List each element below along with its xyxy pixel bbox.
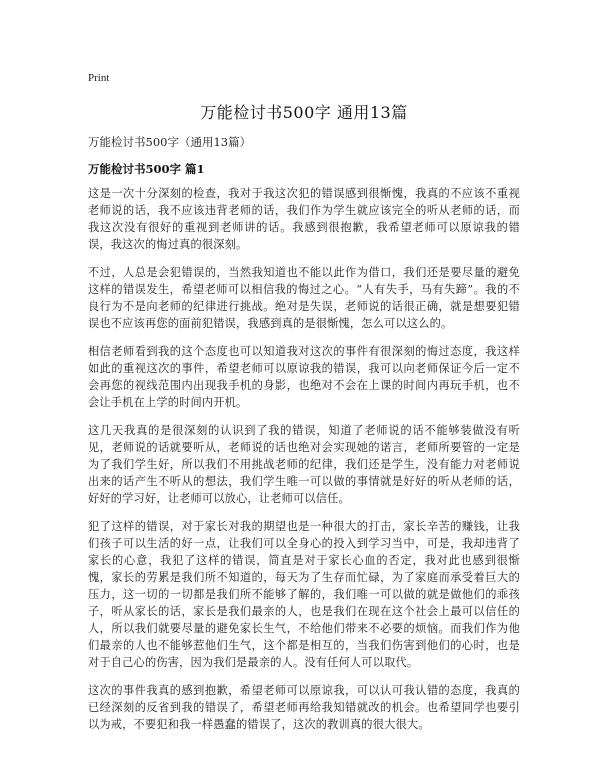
paragraph: 犯了这样的错误，对于家长对我的期望也是一种很大的打击，家长辛苦的赚钱，让我们孩子可以生活的好一点，让我们可以全身心的投入到学习当中，可是，我却违背了家长的心意，我犯了这样的错误，简直是对于家长心血的否定，我对此也感到很惭愧，家长的劳累是我们所不知道的，每天为了生存而忙碌，为了家庭而承受着巨大的压力，这一切的一切都是我们所不能够了解的，我们唯一可以做的就是做他们的乖孩子，听从家长的话，家长是我们最亲的人，也是我们在现在这个社会上最可以信任的人，所以我们就要尽量的避免家长生气，不给他们带来不必要的烦恼。而我们作为他们最亲的人也不能够惹他们生气，这个都是相互的，当我们伤害到他们的心时，也是对于自己心的伤害，因为我们是最亲的人。没有任何人可以取代。: [88, 520, 520, 669]
section-heading: 万能检讨书500字 篇1: [88, 162, 205, 176]
document-subtitle: 万能检讨书500字（通用13篇）: [88, 135, 252, 149]
paragraph: 相信老师看到我的这个态度也可以知道我对这次的事件有很深刻的悔过态度，我这样如此的重视这次的事件，希望老师可以原谅我的错误，我可以向老师保证今后一定不会再您的视线范围内出现我手机的身影，也绝对不会在上课的时间内再玩手机，也不会让手机在上学的时间内开机。: [88, 345, 520, 409]
paragraph: 不过，人总是会犯错误的，当然我知道也不能以此作为借口，我们还是要尽量的避免这样的错误发生，希望老师可以相信我的悔过之心。“人有失手，马有失蹄”。我的不良行为不是向老师的纪律进行挑战。绝对是失误，老师说的话很正确，就是想要犯错误也不应该再您的面前犯错误，我感到真的是很惭愧，怎么可以这么的。: [88, 266, 520, 330]
document-title: 万能检讨书500字 通用13篇: [200, 103, 408, 122]
paragraph: 这次的事件我真的感到抱歉，希望老师可以原谅我，可以认可我认错的态度，我真的已经深刻的反省到我的错误了，希望老师再给我知错就改的机会。也希望同学也要引以为戒，不要犯和我一样愚蠢的错误了，这次的教训真的很大很大。: [88, 684, 520, 731]
paragraph: 这几天我真的是很深刻的认识到了我的错误，知道了老师说的话不能够装做没有听见，老师说的话就要听从，老师说的话也绝对会实现她的诺言，老师所要管的一定是为了我们学生好，所以我们不用挑战老师的纪律，我们还是学生，没有能力对老师说出来的话产生不听从的想法，我们学生唯一可以做的事情就是好好的听从老师的话，好好的学习好，让老师可以放心，让老师可以信任。: [88, 424, 520, 505]
paragraph: 这是一次十分深刻的检查，我对于我这次犯的错误感到很惭愧，我真的不应该不重视老师说的话，我不应该违背老师的话，我们作为学生就应该完全的听从老师的话，而我这次没有很好的重视到老师讲的话。我感到很抱歉，我希望老师可以原谅我的错误，我这次的悔过真的很深刻。: [88, 187, 520, 251]
document-body: [88, 185, 520, 744]
print-label: Print: [88, 72, 110, 84]
